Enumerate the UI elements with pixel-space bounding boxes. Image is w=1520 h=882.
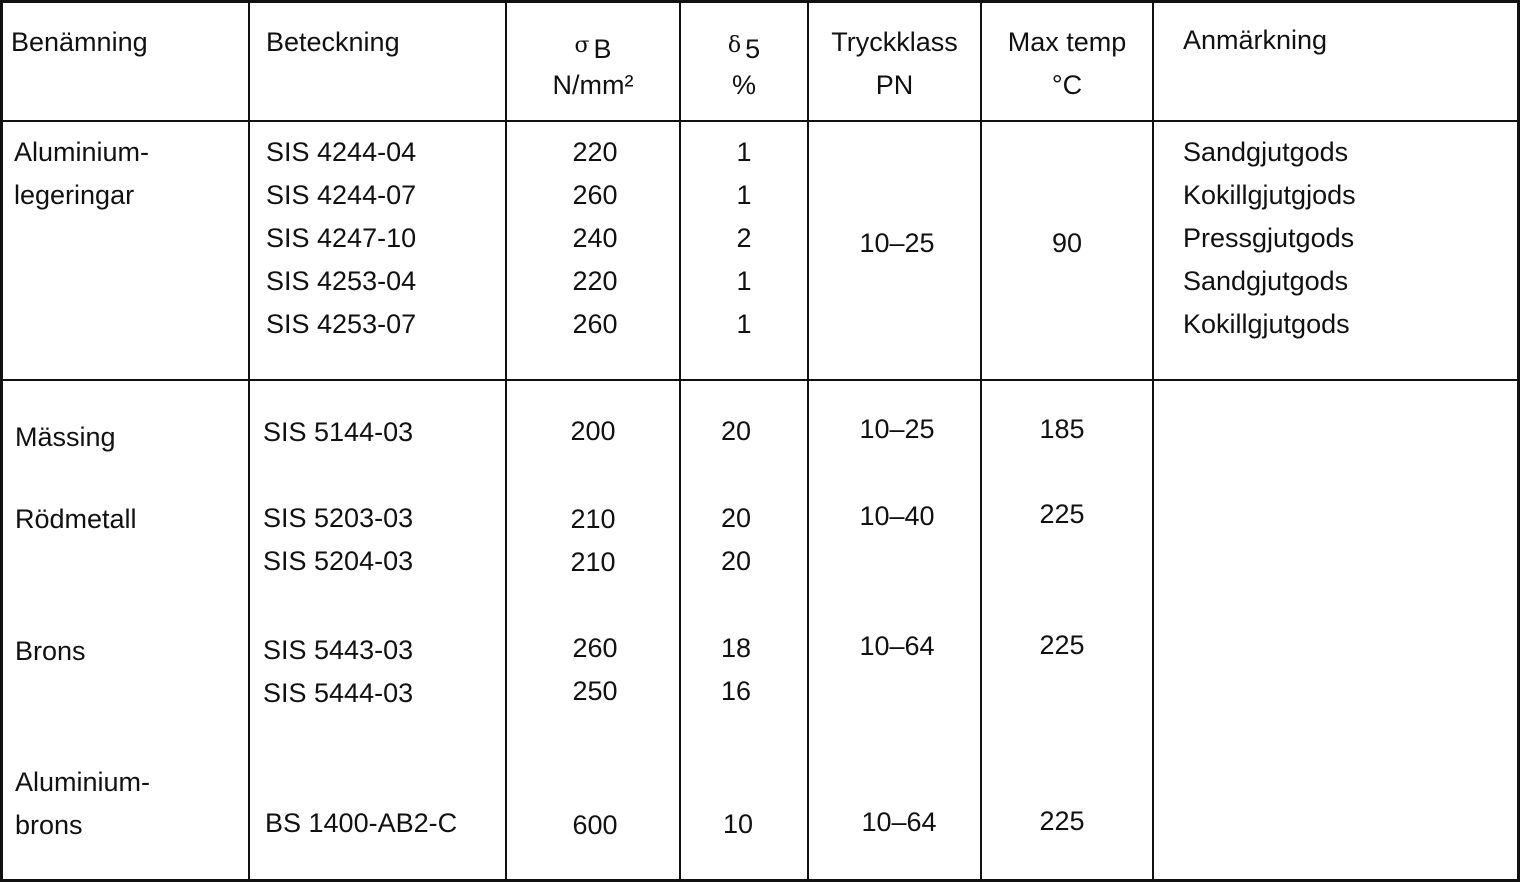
group-name-aluminium: Aluminium- legeringar bbox=[14, 137, 150, 210]
delta-aluminium bbox=[681, 131, 807, 346]
delta-brons bbox=[673, 627, 799, 713]
sigma-aluminium bbox=[507, 131, 683, 346]
group-name-brons: Brons bbox=[15, 636, 86, 666]
table-cell: Kokillgjutgods bbox=[1183, 309, 1350, 339]
table-cell: 16 bbox=[720, 676, 752, 706]
table-cell: 20 bbox=[720, 546, 752, 576]
temp-aluminium: 90 bbox=[1051, 228, 1083, 258]
header-divider bbox=[0, 120, 1520, 122]
header-sigma bbox=[507, 22, 679, 67]
table-cell: 260 bbox=[572, 309, 618, 339]
table-cell: 225 bbox=[1039, 806, 1085, 836]
designations-aluminium bbox=[266, 131, 416, 346]
header-tryckklass: Tryckklass bbox=[831, 27, 958, 57]
group-name-rodmetall: Rödmetall bbox=[15, 504, 137, 534]
table-cell: 260 bbox=[572, 633, 618, 663]
header-maxtemp: Max temp bbox=[1007, 27, 1127, 57]
table-cell: 10–64 bbox=[861, 807, 937, 837]
table-cell: 2 bbox=[736, 223, 752, 253]
table-cell: 600 bbox=[572, 810, 618, 840]
table-cell: Pressgjutgods bbox=[1183, 223, 1355, 253]
table-cell: SIS 4247-10 bbox=[266, 223, 417, 253]
table-cell: SIS 4244-04 bbox=[266, 137, 417, 167]
header-sigma-unit: N/mm² bbox=[552, 70, 634, 100]
designations-brons bbox=[263, 629, 413, 715]
table-cell: 10–25 bbox=[859, 414, 935, 444]
table-cell: SIS 4253-04 bbox=[266, 266, 417, 296]
column-divider bbox=[248, 0, 250, 882]
remarks-aluminium bbox=[1183, 131, 1356, 346]
group-divider bbox=[0, 379, 1520, 381]
column-divider bbox=[1152, 0, 1154, 882]
table-cell: SIS 5204-03 bbox=[263, 546, 414, 576]
delta-subscript: 5 bbox=[745, 34, 761, 64]
table-cell: 260 bbox=[572, 180, 618, 210]
header-beteckning: Beteckning bbox=[266, 27, 400, 57]
table-cell: SIS 4244-07 bbox=[266, 180, 417, 210]
pressure-aluminium: 10–25 bbox=[859, 228, 935, 258]
header-anmarkning: Anmärkning bbox=[1183, 25, 1328, 55]
group-name-aluminiumbrons: Aluminium- brons bbox=[15, 767, 151, 840]
header-delta-unit: % bbox=[731, 70, 756, 100]
table-cell: 20 bbox=[720, 416, 752, 446]
table-cell: 20 bbox=[720, 503, 752, 533]
table-cell: Kokillgjutgjods bbox=[1183, 180, 1356, 210]
header-tryckklass-unit: PN bbox=[875, 70, 914, 100]
table-cell: 185 bbox=[1039, 414, 1085, 444]
table-cell: 200 bbox=[570, 416, 616, 446]
table-cell: Sandgjutgods bbox=[1183, 266, 1349, 296]
sigma-symbol: σ bbox=[574, 33, 590, 58]
table-cell: 250 bbox=[572, 676, 618, 706]
delta-rodmetall bbox=[673, 497, 799, 583]
table-cell: 18 bbox=[720, 633, 752, 663]
table-cell: SIS 4253-07 bbox=[266, 309, 417, 339]
table-cell: 1 bbox=[736, 309, 752, 339]
table-cell: 220 bbox=[572, 266, 618, 296]
sigma-rodmetall bbox=[507, 498, 679, 584]
table-cell: Sandgjutgods bbox=[1183, 137, 1349, 167]
delta-symbol: δ bbox=[727, 33, 742, 58]
table-cell: SIS 5443-03 bbox=[263, 635, 414, 665]
table-cell: 210 bbox=[570, 504, 616, 534]
table-cell: 225 bbox=[1039, 630, 1085, 660]
table-cell: 220 bbox=[572, 137, 618, 167]
table-cell: SIS 5444-03 bbox=[263, 678, 414, 708]
sigma-brons bbox=[509, 627, 681, 713]
header-delta bbox=[681, 22, 807, 67]
header-benamning: Benämning bbox=[11, 27, 148, 57]
table-cell: 1 bbox=[736, 266, 752, 296]
table-cell: SIS 5144-03 bbox=[263, 417, 414, 447]
sigma-subscript: B bbox=[593, 34, 612, 64]
table-cell: BS 1400-AB2-C bbox=[265, 808, 458, 838]
table-cell: 10 bbox=[722, 809, 754, 839]
table-cell: SIS 5203-03 bbox=[263, 503, 414, 533]
table-cell: 10–64 bbox=[859, 631, 935, 661]
table-cell: 1 bbox=[736, 180, 752, 210]
table-cell: 210 bbox=[570, 547, 616, 577]
table-cell: 10–40 bbox=[859, 501, 935, 531]
header-maxtemp-unit: °C bbox=[1051, 70, 1083, 100]
group-name-massing: Mässing bbox=[15, 422, 116, 452]
table-cell: 240 bbox=[572, 223, 618, 253]
table-cell: 1 bbox=[736, 137, 752, 167]
designations-rodmetall bbox=[263, 497, 413, 583]
table-cell: 225 bbox=[1039, 499, 1085, 529]
